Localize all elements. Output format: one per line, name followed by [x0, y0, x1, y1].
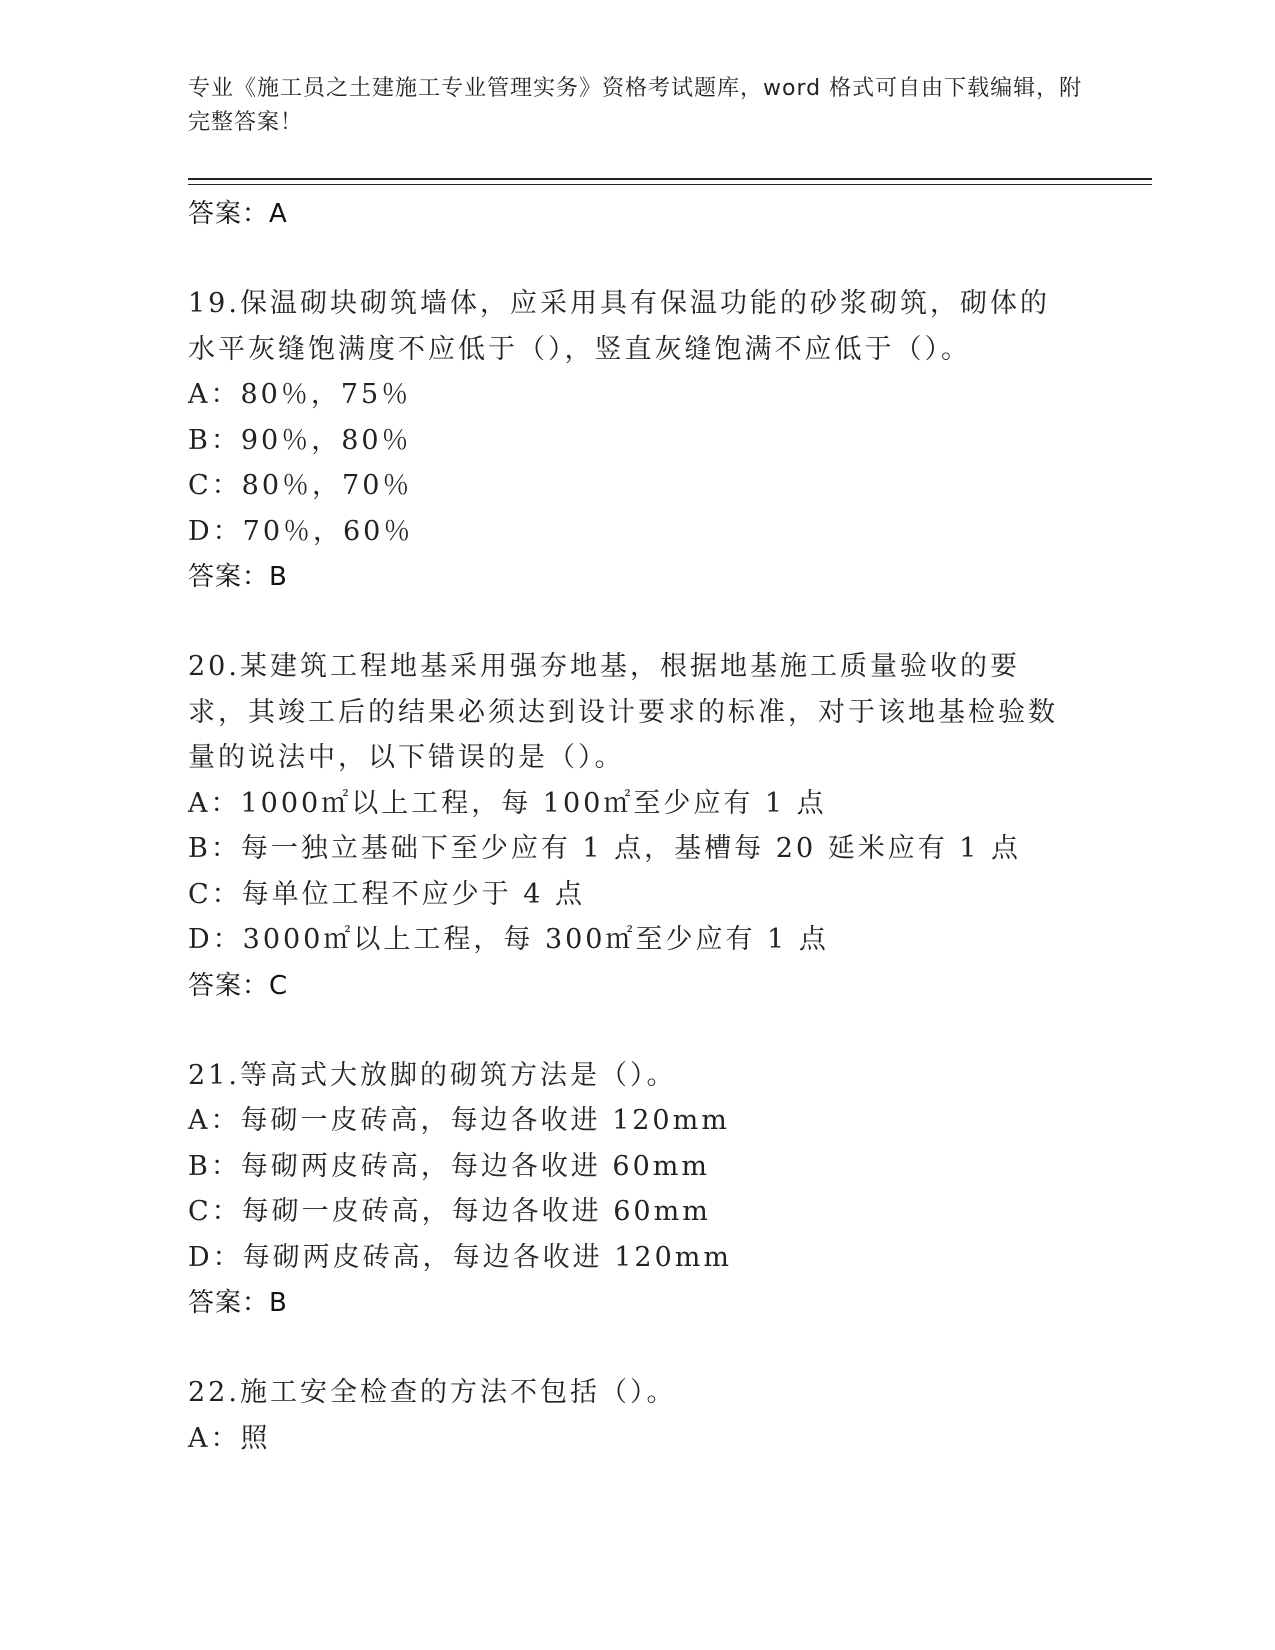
option-b: B：每一独立基础下至少应有 1 点，基槽每 20 延米应有 1 点 [188, 833, 1022, 864]
option-a: A：照 [188, 1422, 271, 1454]
question-stem: 20.某建筑工程地基采用强夯地基，根据地基施工质量验收的要求，其竣工后的结果必须达到设计要求的标准，对于该地基检验数量的说法中，以下错误的是（）。 [188, 651, 1058, 773]
option-d: D：70％，60％ [188, 515, 414, 547]
option-a: A：80％，75％ [188, 379, 412, 410]
answer-line: 答案：B [188, 1288, 288, 1318]
question-stem: 19.保温砌块砌筑墙体，应采用具有保温功能的砂浆砌筑，砌体的水平灰缝饱满度不应低于（），竖直灰缝饱满不应低于（）。 [188, 288, 1050, 365]
option-a: A：1000㎡以上工程，每 100㎡至少应有 1 点 [188, 787, 827, 819]
answer-line: 答案：B [188, 562, 288, 592]
answer-line: 答案：C [188, 970, 289, 1001]
header-rule-thick [188, 178, 1152, 180]
option-b: B：90％，80％ [188, 424, 412, 456]
question-19 [188, 281, 1088, 600]
option-c: C：80％，70％ [188, 470, 413, 501]
question-stem: 22.施工安全检查的方法不包括（）。 [188, 1377, 677, 1408]
header-rule-thin [188, 184, 1152, 185]
option-b: B：每砌两皮砖高，每边各收进 60mm [188, 1150, 710, 1182]
answer-line: 答案：A [188, 199, 288, 229]
option-d: D：3000㎡以上工程，每 300㎡至少应有 1 点 [188, 924, 829, 955]
question-stem: 21.等高式大放脚的砌筑方法是（）。 [188, 1059, 677, 1091]
question-list [188, 191, 1088, 1461]
question-21 [188, 1053, 1088, 1327]
question-22 [188, 1370, 1088, 1461]
question-20 [188, 644, 1088, 1009]
option-c: C：每砌一皮砖高，每边各收进 60mm [188, 1196, 711, 1227]
option-a: A：每砌一皮砖高，每边各收进 120mm [188, 1105, 730, 1136]
option-d: D：每砌两皮砖高，每边各收进 120mm [188, 1241, 732, 1273]
page-header: 专业《施工员之土建施工专业管理实务》资格考试题库，word 格式可自由下载编辑，附完整答案！ [188, 76, 1083, 135]
option-c: C：每单位工程不应少于 4 点 [188, 878, 586, 910]
